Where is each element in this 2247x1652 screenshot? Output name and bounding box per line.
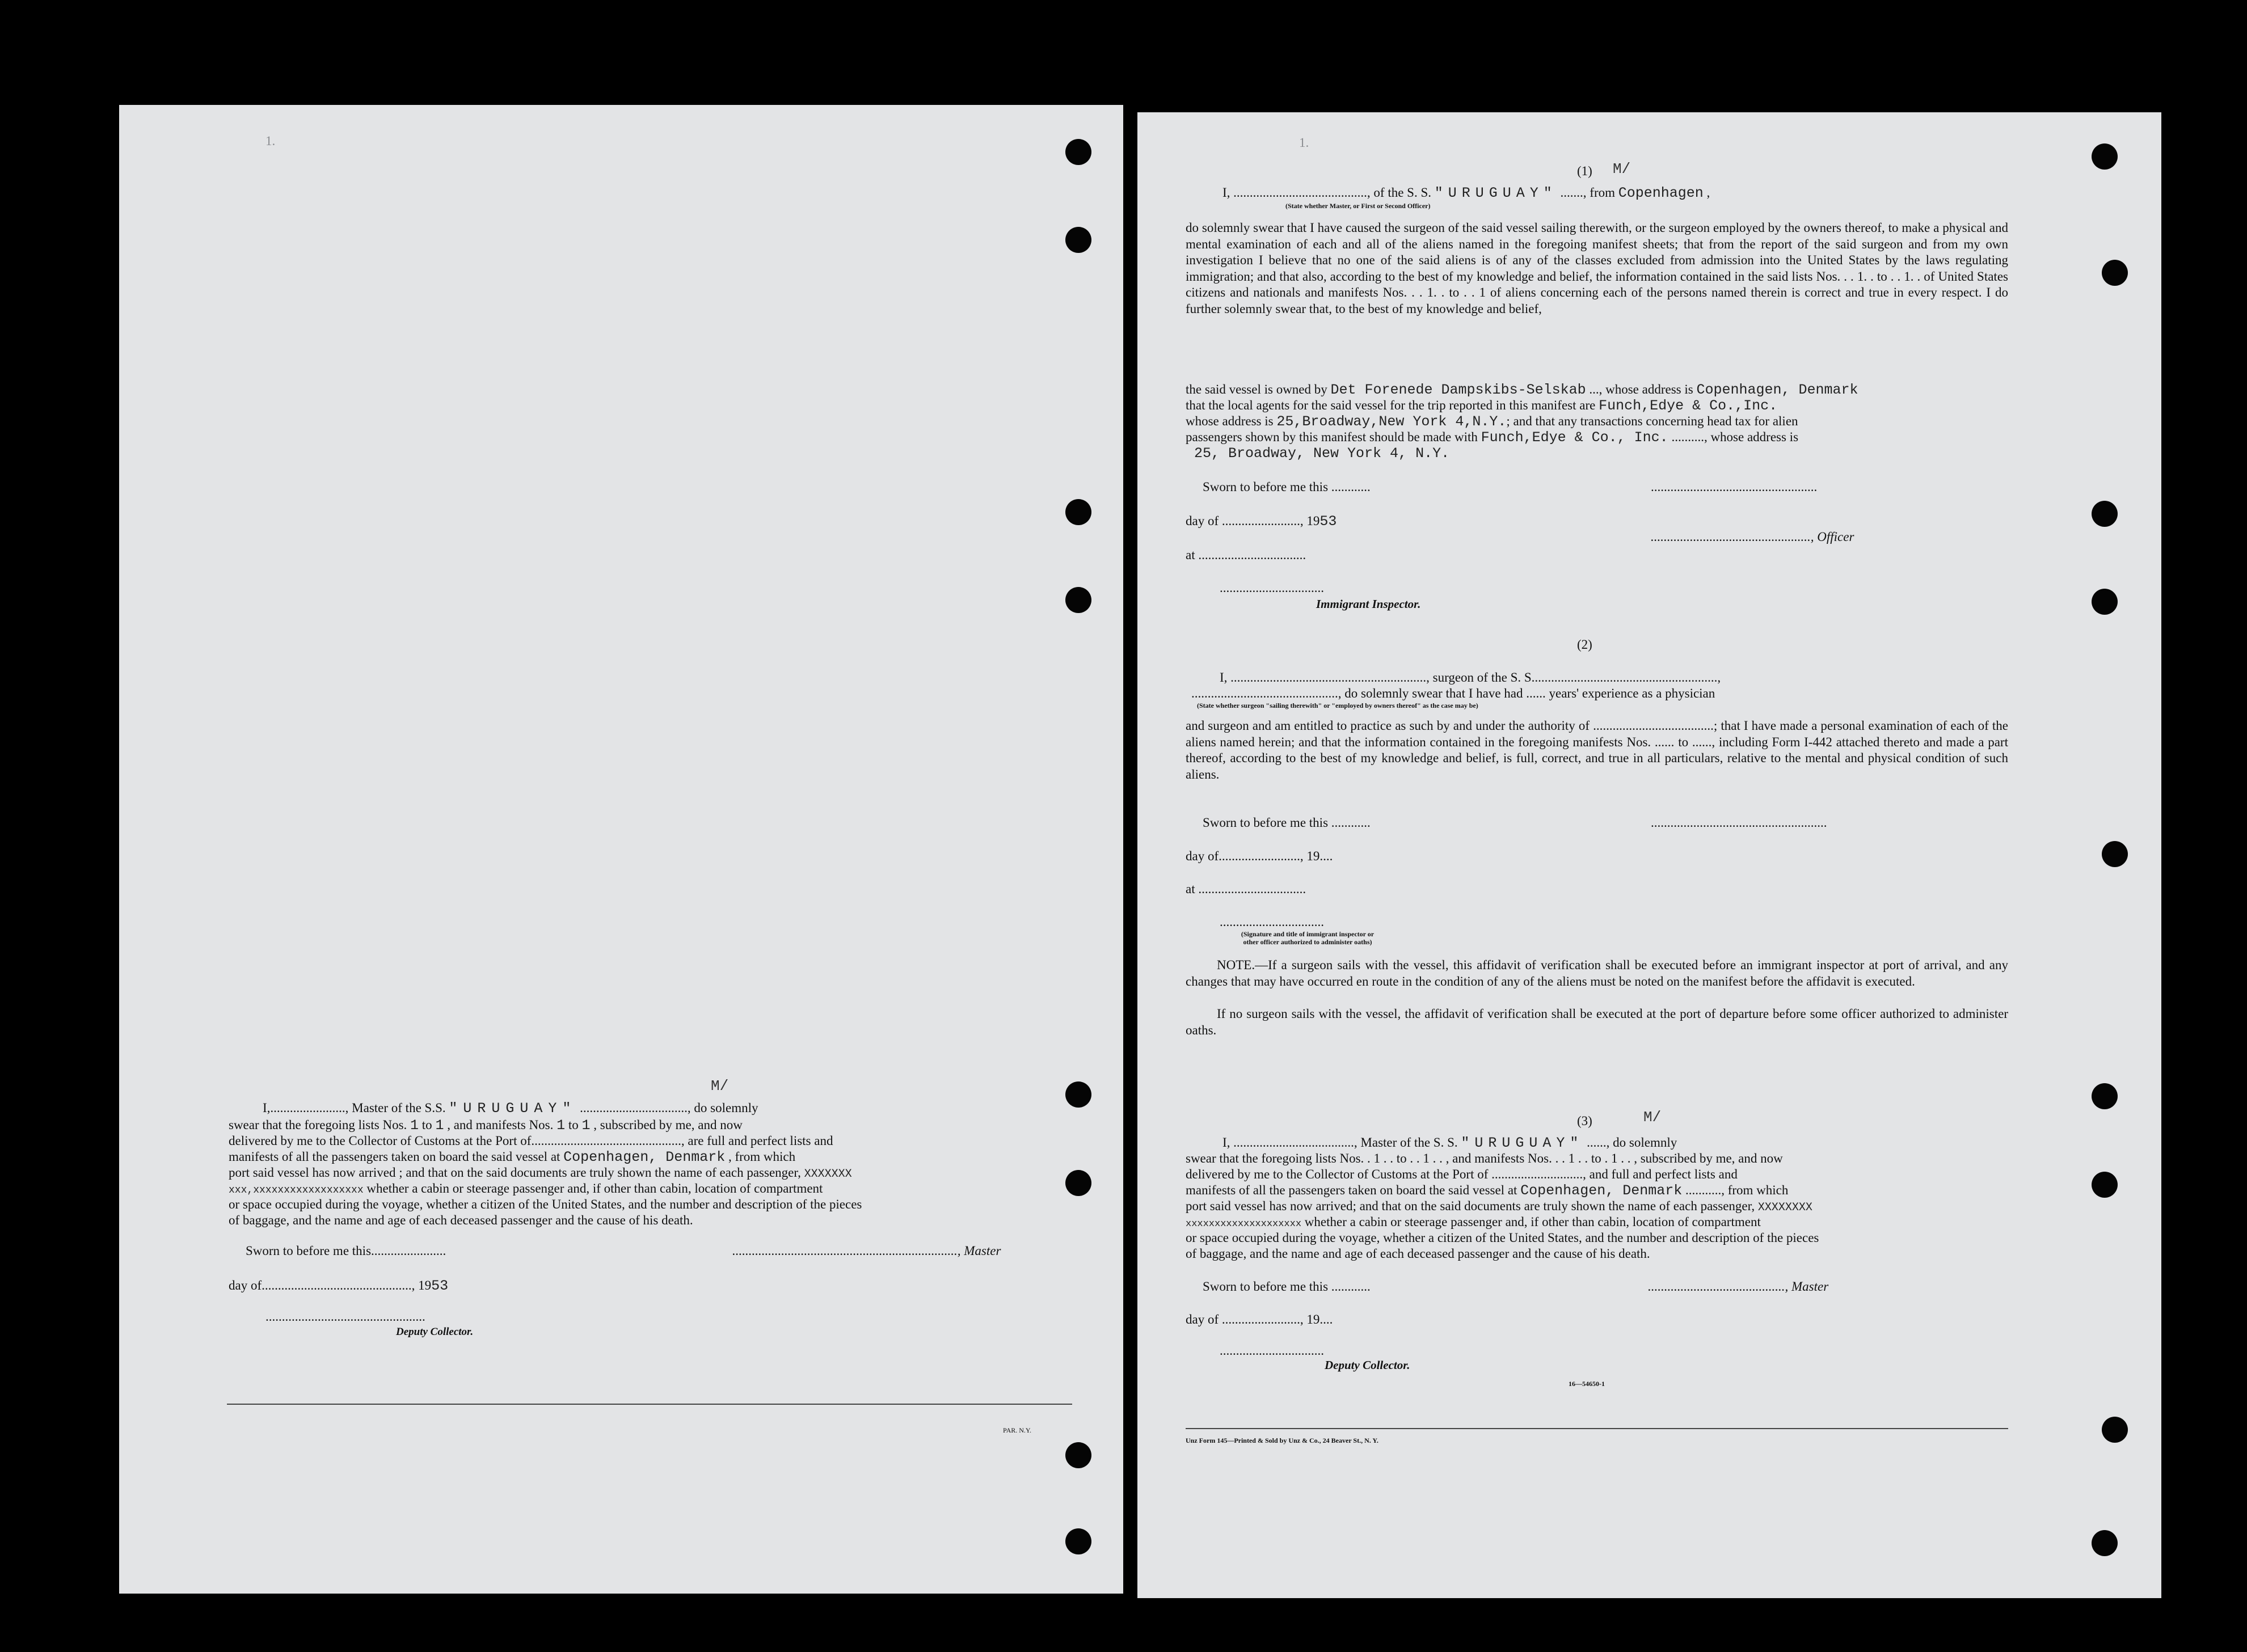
punch-hole: [2092, 1172, 2118, 1198]
punch-hole: [1065, 1442, 1091, 1468]
punch-hole: [2092, 501, 2118, 527]
year: 53: [1319, 513, 1337, 530]
departure-port: Copenhagen, Denmark: [1520, 1182, 1683, 1199]
punch-hole: [2102, 260, 2128, 286]
divider: [227, 1404, 1072, 1405]
punch-hole: [2092, 143, 2118, 170]
right-page: 1. (1) M/ I, ........................................., of the S. S. "URUGUAY" ......., from Copenhagen , (State whether Master, or First or Second Officer) do solemnly swear that I have caused the surgeon of the said vessel sailing therewith, or the surgeon employed by the owners thereof, to make a physical and mental examination of each and all of the aliens named in the foregoing manifest sheets; that from the report of the said surgeon and from my own investigation I believe that no one of the said aliens is of any of the classes excluded from admission into the United States by the laws regulating immigration; and that also, according to the best of my knowledge and belief, the information contained in the said lists Nos. . . 1. . to . . 1. . of United States citizens and nationals and manifests Nos. . . 1. . to . . 1 of aliens concerning each of the persons named therein is correct and true in every respect. I do further solemnly swear that, to the best of my knowledge and belief, the said vessel is owned by Det Forenede Dampskibs-Selskab ..., whose address is Copenhagen, Denmark that the local agents for the said vessel for the trip reported in this manifest are Funch,Edye & Co.,Inc. whose address is 25,Broadway,New York 4,N.Y.; and that any transactions concerning head tax for alien passengers shown by this manifest should be made with Funch,Edye & Co., Inc. .........., whose address is 25, Broadway, New York 4, N.Y. Sworn to before me this ............ ................................................... day of ........................, 1953 ................................................., Officer at ................................. ................................ Immigrant Inspector. (2) I, ............................................................, surgeon of the S. S........................................................., ............................................., do solemnly swear that I have had ...... years' experience as a physician (State whether surgeon "sailing therewith" or "employed by owners thereof" as the case may be) and surgeon and am entitled to practice as such by and under the authority of .....................................; that I have made a personal examination of each of the aliens named herein; and that the information contained in the foregoing manifests Nos. ...... to ......, including Form I-442 attached thereto and made a part thereof, according to the best of my knowledge and belief, is full, correct, and true in all particulars, relative to the mental and physical condition of such aliens. Sworn to before me this ............ ...................................................... day of........................., 19.... at ................................. ................................ (Signature and title of immigrant inspector or other officer authorized to administer oaths) NOTE.—If a surgeon sails with the vessel, this affidavit of verification shall be executed before an immigrant inspector at port of arrival, and any changes that may have occurred en route in the condition of any of the aliens must be noted on the manifest before the affidavit is executed. If no surgeon sails with the vessel, the affidavit of verification shall be executed at the port of departure before some officer authorized to administer oaths. (3) M/ I, ....................................., Master of the S. S. "URUGUAY" ......, do solemnly swear that the foregoing lists Nos. . 1 . . to . . 1 . . , and manifests Nos. . . 1 . . to . 1 . . , subscribed by me, and now delivered by me to the Collector of Customs at the Port of ............................, and full and perfect lists and manifests of all the passengers taken on board the said vessel at Copenhagen, Denmark ..........., from which port said vessel has now arrived; and that on the said documents are truly shown the name of each passenger, XXXXXXXX xxxxxxxxxxxxxxxxxxxx whether a cabin or steerage passenger and, if other than cabin, location of compartment or space occupied during the voyage, whether a citizen of the United States, and the number and description of the pieces of baggage, and the name and age of each deceased passenger and the cause of his death. Sworn to before me this ............ .........................................., Master day of ........................, 19.... ................................ Deputy Collector. 16—54650-1 Unz Form 145—Printed & Sold by Unz & Co., 24 Beaver St., N. Y.: [1137, 112, 2161, 1598]
punch-hole: [1065, 499, 1091, 525]
departure-port: Copenhagen, Denmark: [563, 1149, 726, 1165]
deputy-collector-label: Deputy Collector.: [1325, 1358, 1410, 1372]
affidavit-line1: I,......................., Master of the: [263, 1101, 421, 1115]
left-page: 1. M/ I,......................., Master of the S.S. "URUGUAY" ................................., do solemnly swear that the foregoing lists Nos. 1 to 1 , and manifests Nos. 1 to 1 , subscribed by me, and now delivered by me to the Collector of Customs at the Port of.............................................., are full and perfect lists and manifests of all the passengers taken on board the said vessel at Copenhagen, Denmark , from which port said vessel has now arrived ; and that on the said documents are truly shown the name of each passenger, XXXXXXX xxx,xxxxxxxxxxxxxxxxxx whether a cabin or steerage passenger and, if other than cabin, location of compartment or space occupied during the voyage, whether a citizen of the United States, and the number and description of the pieces of baggage, and the name and age of each deceased passenger and the cause of his death. Sworn to before me this....................... ....................................................................., Master day of.............................................., 1953 ................................................. Deputy Collector. PAR. N.Y.: [119, 105, 1123, 1594]
punch-hole: [1065, 1528, 1091, 1554]
agent-address: 25,Broadway,New York 4,N.Y.: [1276, 413, 1507, 430]
ms-mark: M/: [711, 1078, 729, 1095]
printer-mark: PAR. N.Y.: [1003, 1426, 1032, 1434]
master-signature-line: ....................................................................., Master: [732, 1244, 1001, 1258]
immigrant-inspector-label: Immigrant Inspector.: [1316, 597, 1421, 611]
owner-address: Copenhagen, Denmark: [1696, 382, 1858, 398]
tax-agent: Funch,Edye & Co., Inc.: [1481, 429, 1668, 446]
owner-name: Det Forenede Dampskibs-Selskab: [1330, 382, 1586, 398]
officer-signature-line: ................................................., Officer: [1651, 530, 1854, 544]
punch-hole: [1065, 227, 1091, 253]
local-agent: Funch,Edye & Co.,Inc.: [1599, 398, 1778, 414]
punch-hole: [1065, 1170, 1091, 1196]
page-mark: 1.: [1299, 136, 1309, 150]
punch-hole: [2092, 589, 2118, 615]
divider: [1186, 1428, 2008, 1429]
deputy-collector-label: Deputy Collector.: [396, 1326, 474, 1338]
punch-hole: [2102, 1417, 2128, 1443]
punch-hole: [1065, 139, 1091, 165]
day-line: day of.............................................., 19: [229, 1278, 432, 1292]
note-paragraph: If no surgeon sails with the vessel, the affidavit of verification shall be executed at the port of departure before some officer authorized to administer oaths.: [1186, 1007, 2008, 1037]
punch-hole: [1065, 587, 1091, 613]
note-paragraph: NOTE.—If a surgeon sails with the vessel, this affidavit of verification shall be executed before an immigrant inspector at port of arrival, and any changes that may have occurred en route in the condition of any of the aliens must be noted on the manifest before the affidavit is executed.: [1186, 958, 2008, 988]
vessel-name: "URUGUAY": [1461, 1135, 1584, 1151]
punch-hole: [2092, 1530, 2118, 1556]
page-mark: 1.: [265, 134, 276, 148]
sworn-line: Sworn to before me this.......................: [246, 1244, 446, 1258]
tax-agent-address: 25, Broadway, New York 4, N.Y.: [1194, 445, 1450, 462]
departure-port: Copenhagen: [1618, 185, 1704, 201]
form-number: 16—54650-1: [1569, 1380, 1605, 1388]
master-signature-line: .........................................., Master: [1648, 1279, 1829, 1294]
punch-hole: [1065, 1081, 1091, 1108]
vessel-name: "URUGUAY": [1434, 185, 1557, 201]
year: 53: [431, 1278, 449, 1294]
punch-hole: [2092, 1083, 2118, 1109]
ss-label: S.S.: [424, 1101, 446, 1115]
punch-hole: [2102, 841, 2128, 867]
vessel-name: "URUGUAY": [449, 1100, 577, 1117]
printer-mark: Unz Form 145—Printed & Sold by Unz & Co., 24 Beaver St., N. Y.: [1186, 1436, 1378, 1444]
